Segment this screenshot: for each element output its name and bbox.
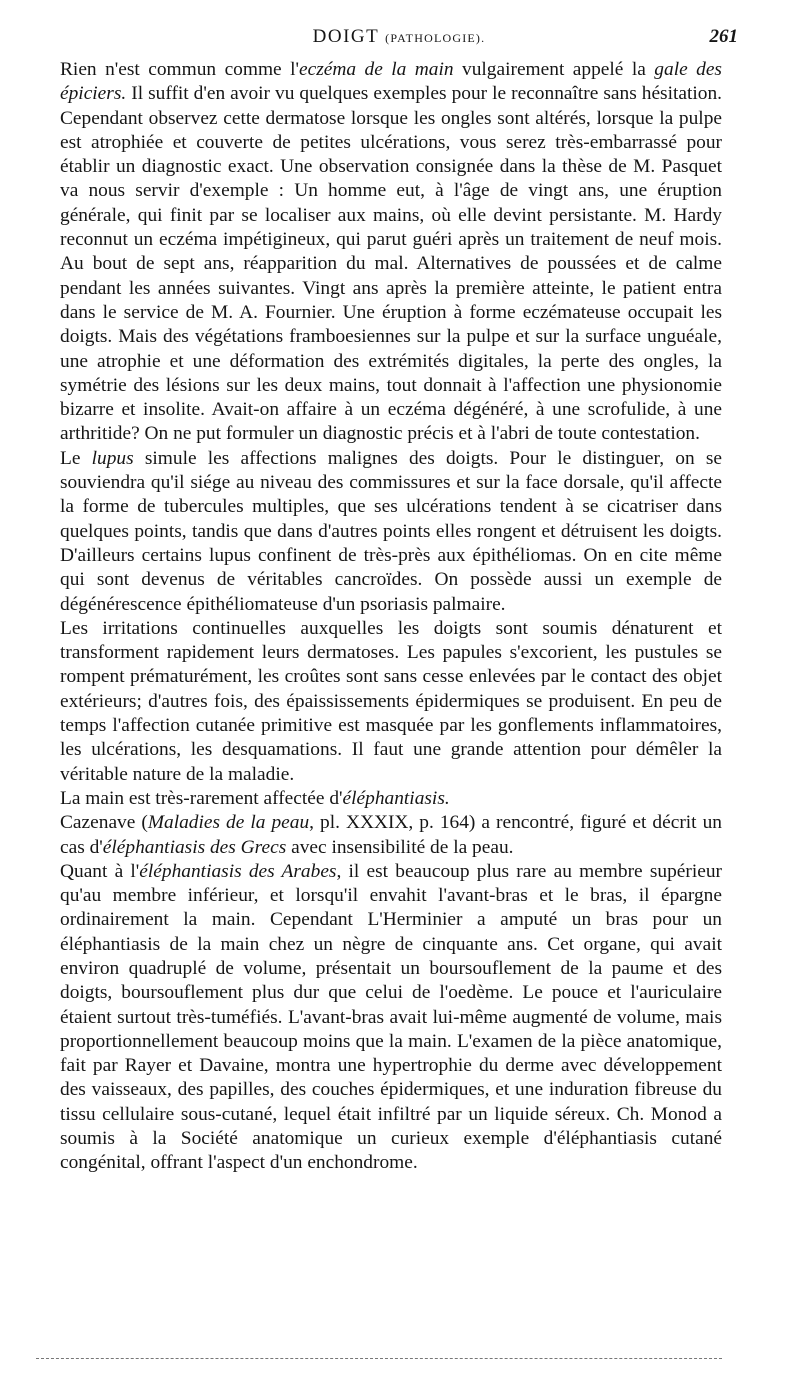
italic-run: lupus <box>91 447 134 469</box>
italic-run: éléphantiasis des Arabes <box>139 860 337 882</box>
paragraph-elephantiasis-arabes <box>60 860 722 1176</box>
paragraph-eczema <box>60 58 722 447</box>
text-run: Il suffit d'en avoir vu quelques exemples pour le reconnaître sans hésitation. Cependant observez cette dermatose lorsque les ongles sont altérés, lorsque la pulpe est atrophiée et couverte de petites ulcérations, vous serez très-embarrassé pour établir un diagnostic exact. Une observation consignée dans la thèse de M. Pasquet va nous servir d'exemple : Un homme eut, à l'âge de vingt ans, une éruption générale, qui finit par se localiser aux mains, où elle devint persistante. M. Hardy reconnut un eczéma impétigineux, qui parut guéri après un traitement de neuf mois. Au bout de sept ans, réapparition du mal. Alternatives de poussées et de calme pendant les années suivantes. Vingt ans après la première atteinte, le patient entra dans le service de M. A. Fournier. Une éruption à forme eczémateuse occupait les doigts. Mais des végétations framboesiennes sur la pulpe et sur la surface unguéale, une atrophie et une déformation des extrémités digitales, la perte des ongles, la symétrie des lésions sur les deux mains, tout donnait à l'affection une physionomie bizarre et insolite. Avait-on affaire à un eczéma dégénéré, à une scrofulide, à une arthritide? On ne put formuler un diagnostic précis et à l'abri de toute contestation. <box>60 83 722 445</box>
text-run: , il est beaucoup plus rare au membre supérieur qu'au membre inférieur, et lorsqu'il envahit l'avant-bras et le bras, il épargne ordinairement la main. Cependant L'Herminier a amputé un bras pour un éléphantiasis de la main chez un nègre de cinquante ans. Cet organe, qui avait environ quadruplé de volume, présentait un boursouflement de la paume et des doigts, boursouflement plus dur que celui de l'oedème. Le pouce et l'auriculaire étaient surtout très-tuméfiés. L'avant-bras avait lui-même augmenté de volume, mais proportionnellement beaucoup moins que la main. L'examen de la pièce anatomique, fait par Rayer et Davaine, montra une hypertrophie du derme avec développement des vaisseaux, des papilles, des couches épidermiques, et une induration fibreuse du tissu cellulaire sous-cutané, lequel était infiltré par un liquide séreux. Ch. Monod a soumis à la Société anatomique un curieux exemple d'éléphantiasis cutané congénital, offrant l'aspect d'un enchondrome. <box>60 860 722 1174</box>
text-run: vulgairement appelé la <box>453 59 655 80</box>
text-run: La main est très-rarement affectée d' <box>60 787 343 809</box>
text-run: Le <box>60 447 92 469</box>
text-run: avec insensibilité de la peau. <box>286 836 514 858</box>
text-run: Quant à l' <box>60 860 140 882</box>
italic-run: gale des épiciers. <box>60 59 722 105</box>
header-title: DOIGT <box>312 26 379 47</box>
paragraph-irritations <box>60 617 722 787</box>
text-run: Les irritations continuelles auxquelles les doigts sont soumis dénaturent et transforment rapidement leurs dermatoses. Les papules s'excorient, les pustules se rompent prématurément, les croûtes sont sans cesse enlevées par le contact des objet extérieurs; d'autres fois, des épaississements épidermiques se produisent. En peu de temps l'affection cutanée primitive est masquée par les gonflements inflammatoires, les ulcérations, les desquamations. Il faut une grande attention pour démêler la véritable nature de la maladie. <box>60 617 722 785</box>
text-run: simule les affections malignes des doigts. Pour le distinguer, on se souviendra qu'il siége au niveau des commissures et sur la face dorsale, qu'il affecte la forme de tubercules multiples, que ses ulcérations tendent à se cicatriser dans quelques points, tandis que dans d'autres points elles rongent et détruisent les doigts. D'ailleurs certains lupus confinent de très-près aux épithéliomas. On en cite même qui sont devenus de véritables cancroïdes. On possède aussi un exemple de dégénérescence épithéliomateuse d'un psoriasis palmaire. <box>60 447 722 615</box>
text-run: , pl. XXXIX, p. 164) a rencontré, figuré et décrit un cas d' <box>60 812 722 858</box>
paragraph-cazenave <box>60 811 722 860</box>
text-run: Rien n'est commun comme l' <box>60 59 299 80</box>
header-subtitle: (PATHOLOGIE). <box>385 31 486 45</box>
italic-run: éléphantiasis des Grecs <box>102 836 287 858</box>
running-header <box>60 26 738 54</box>
italic-run: Maladies de la peau <box>147 812 310 834</box>
footer-rule <box>36 1358 722 1359</box>
paragraph-lupus <box>60 447 722 617</box>
text-run: Cazenave ( <box>60 812 148 834</box>
body-text <box>60 58 722 1176</box>
paragraph-elephantiasis-intro <box>60 787 722 811</box>
page-number: 261 <box>709 26 738 47</box>
running-title <box>60 26 738 48</box>
italic-run: éléphantiasis. <box>342 787 450 809</box>
italic-run: eczéma de la main <box>298 59 454 80</box>
